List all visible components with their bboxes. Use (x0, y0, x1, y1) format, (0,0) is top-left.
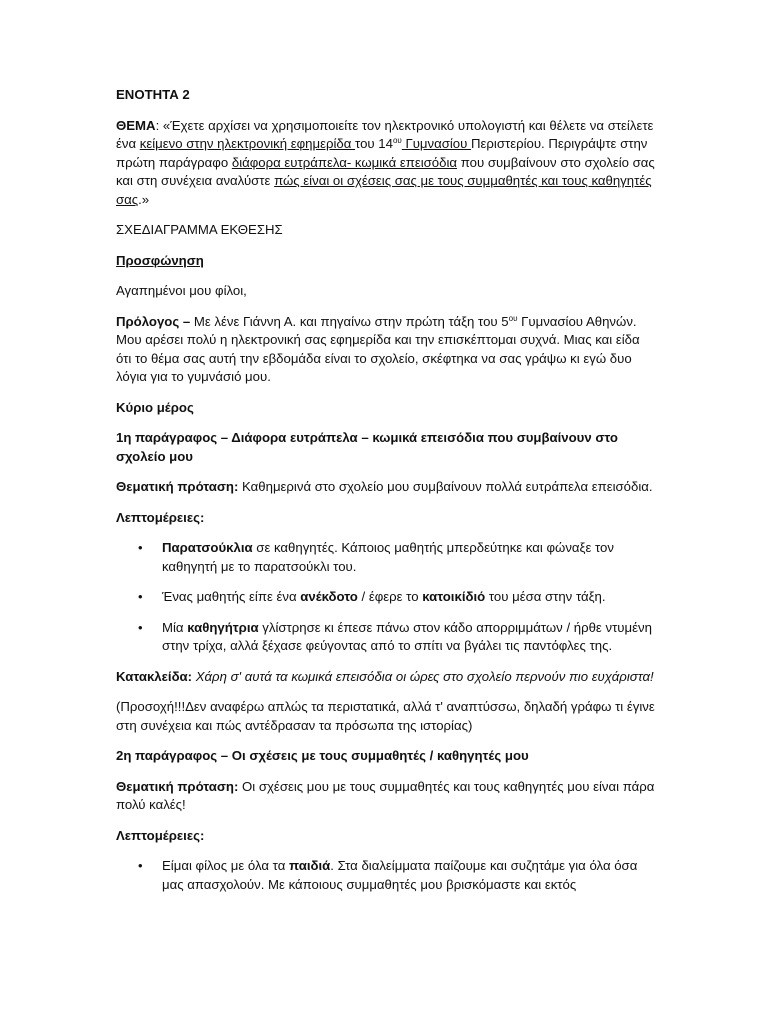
detail-bold: καθηγήτρια (187, 619, 259, 635)
detail-bold: Παρατσούκλια (162, 540, 253, 555)
paragraph-2-details-label: Λεπτομέρειες: (116, 827, 205, 843)
paragraph-2-details-list (116, 857, 658, 894)
topic-underline-3: διάφορα ευτράπελα- κωμικά επεισόδια (231, 154, 458, 170)
topic-text-3: Περιστερίου. Περιγράψτε στην πρώτη παράγραφο (116, 136, 648, 170)
paragraph-2-thesis (116, 778, 658, 815)
main-body-heading: Κύριο μέρος (116, 399, 194, 415)
paragraph-2-heading: 2η παράγραφος – Οι σχέσεις με τους συμμαθητές / καθηγητές μου (116, 748, 529, 763)
topic-underline-1: κείμενο στην ηλεκτρονική εφημερίδα (139, 136, 356, 151)
paragraph-1-details-label: Λεπτομέρειες: (116, 509, 205, 525)
detail-text: Ένας μαθητής είπε ένα (162, 589, 301, 604)
detail-bold: ανέκδοτο (300, 589, 358, 604)
topic-superscript: ου (392, 136, 402, 145)
prologue-paragraph (116, 313, 658, 387)
detail-text: / έφερε το (357, 589, 423, 604)
detail-text: του μέσα στην τάξη. (485, 589, 606, 604)
topic-text-4: που συμβαίνουν στο σχολείο σας και στη συνέχεια αναλύστε (116, 154, 655, 188)
list-item (116, 588, 658, 607)
detail-text: γλίστρησε κι έπεσε πάνω στον κάδο απορριμμάτων / ήρθε ντυμένη στην τρίχα, αλλά ξέχασε φεύγοντας από το σπίτι να βγάλει τις παντόφλες της. (162, 619, 652, 653)
paragraph-1-details-list (116, 539, 658, 656)
topic-text-5: .» (138, 191, 150, 207)
unit-title: ΕΝΟΤΗΤΑ 2 (116, 87, 190, 102)
outline-title: ΣΧΕΔΙΑΓΡΑΜΜΑ ΕΚΘΕΣΗΣ (116, 222, 283, 237)
detail-bold: παιδιά (289, 858, 331, 873)
paragraph-1-conclusion-label: Κατακλείδα: (116, 668, 193, 684)
detail-text: Μία (162, 619, 188, 635)
paragraph-2-thesis-label: Θεματική πρόταση: (116, 778, 239, 794)
topic-text-2: του 14 (355, 136, 393, 151)
prologue-label: Πρόλογος – (116, 313, 191, 329)
paragraph-1-thesis (116, 478, 658, 497)
paragraph-1-conclusion-text: Χάρη σ' αυτά τα κωμικά επεισόδια οι ώρες στο σχολείο περνούν πιο ευχάριστα! (192, 668, 654, 684)
topic-label: ΘΕΜΑ (116, 117, 156, 133)
list-item (116, 539, 658, 576)
detail-text: σε καθηγητές. Κάποιος μαθητής μπερδεύτηκε και φώναξε τον καθηγητή με το παρατσούκλι του. (162, 540, 614, 574)
paragraph-1-thesis-text: Καθημερινά στο σχολείο μου συμβαίνουν πολλά ευτράπελα επεισόδια. (238, 479, 653, 494)
paragraph-1-note: (Προσοχή!!!Δεν αναφέρω απλώς τα περιστατικά, αλλά τ' αναπτύσσω, δηλαδή γράφω τι έγινε στη συνέχεια και πώς αντέδρασαν τα πρόσωπα της ιστορίας) (116, 699, 655, 733)
prologue-text-2: Γυμνασίου Αθηνών. Μου αρέσει πολύ η ηλεκτρονική σας εφημερίδα και την επισκέπτομαι συχνά. Μιας και είδα ότι το θέμα σας αυτή την εβδομάδα είναι το σχολείο, σκέφτηκα να σας γράψω κι εγώ δυο λόγια για το γυμνάσιό μου. (116, 313, 640, 384)
paragraph-1-conclusion (116, 668, 658, 687)
detail-text: Είμαι φίλος με όλα τα (162, 858, 289, 873)
address-title: Προσφώνηση (116, 252, 204, 268)
topic-text-1: : «Έχετε αρχίσει να χρησιμοποιείτε τον ηλεκτρονικό υπολογιστή και θέλετε να στείλετε ένα (116, 117, 654, 151)
topic-underline-2: Γυμνασίου (401, 136, 472, 151)
prologue-text-1: Με λένε Γιάννη Α. και πηγαίνω στην πρώτη τάξη του 5 (190, 313, 509, 329)
detail-text: . Στα διαλείμματα παίζουμε και συζητάμε για όλα όσα μας απασχολούν. Με κάποιους συμμαθητές μου βρισκόμαστε και εκτός (162, 858, 638, 892)
topic-paragraph (116, 117, 658, 210)
prologue-superscript: ου (508, 313, 518, 323)
detail-bold: κατοικίδιό (422, 589, 486, 604)
paragraph-2-thesis-text: Οι σχέσεις μου με τους συμμαθητές και τους καθηγητές μου είναι πάρα πολύ καλές! (116, 778, 655, 812)
list-item (116, 619, 658, 656)
topic-underline-4: πώς είναι οι σχέσεις σας με τους συμμαθητές και τους καθηγητές σας (116, 173, 652, 207)
address-text: Αγαπημένοι μου φίλοι, (116, 283, 247, 298)
paragraph-1-heading: 1η παράγραφος – Διάφορα ευτράπελα – κωμικά επεισόδια που συμβαίνουν στο σχολείο μου (116, 430, 618, 464)
list-item (116, 857, 658, 894)
paragraph-1-thesis-label: Θεματική πρόταση: (116, 479, 239, 494)
